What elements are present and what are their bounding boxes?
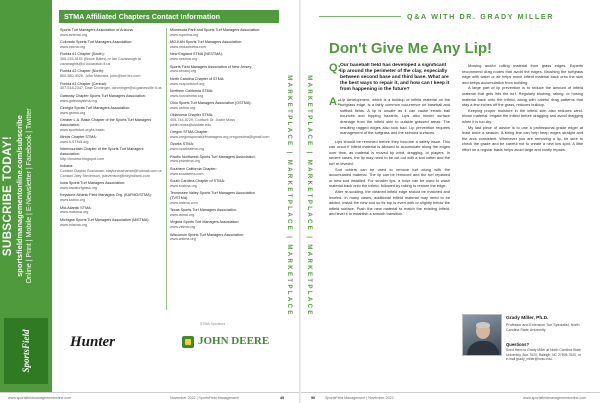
chapter-contact[interactable]: www.ILSTMA.org bbox=[60, 139, 89, 144]
article-paragraph: My last piece of advice is to use a professional grade edger at least twice a season. A string line can help keep edges straight and the arcs consistent. Whenever you are removing a lip, be sure to check the grade and be careful not to create a new low spot. A little effort on a regular basis helps avoid large and costly repairs. bbox=[462, 124, 583, 152]
author-title: Professor and Extension Turf Specialist, North Carolina State University bbox=[506, 323, 580, 332]
stma-chapters-column-1 bbox=[60, 28, 164, 318]
chapter-name: Illinois Chapter STMA: bbox=[60, 135, 97, 140]
stma-section-title: STMA Affiliated Chapters Contact Information bbox=[59, 10, 279, 23]
footer-magazine-issue: SportsField Management | November 2022 bbox=[325, 396, 394, 400]
chapter-entry bbox=[60, 164, 164, 178]
chapter-contact[interactable]: www.cstma.org bbox=[60, 44, 85, 49]
chapter-entry bbox=[170, 191, 274, 205]
chapter-contact[interactable]: 407-518-2347, Dale Croninger, dcroninger@ci.gainesville.fl.us bbox=[60, 86, 162, 91]
right-page-footer bbox=[301, 392, 600, 403]
chapter-entry bbox=[170, 101, 274, 111]
chapter-contact[interactable]: www.nestma.org bbox=[170, 57, 198, 62]
subscribe-url[interactable]: sportsfieldmanagementonline.com/subscribe bbox=[15, 115, 24, 277]
deer-icon bbox=[182, 336, 194, 348]
chapter-name: Iowa Sports Turf Managers Association: bbox=[60, 181, 125, 186]
chapter-entry bbox=[60, 106, 164, 116]
hunter-logo[interactable]: Hunter bbox=[70, 334, 116, 350]
column-2-paragraphs bbox=[462, 63, 583, 153]
chapter-name: Northern California STMA: bbox=[170, 88, 214, 93]
chapter-contact[interactable]: www.iowaturfgrass.org bbox=[60, 186, 98, 191]
chapter-name: Texas Sports Turf Managers Association: bbox=[170, 208, 237, 213]
chapter-name: Minnesota Park and Sports Turf Managers Association: bbox=[170, 28, 260, 32]
article-paragraph: Sod cutters can be used to remove turf along with the accumulated material. The lip can be removed and the turf replaced or new sod installed. For smaller lips, a hose can be used to wash material back onto the infield, followed by raking to restore the edge. bbox=[329, 166, 450, 189]
chapter-contact[interactable]: www.sportsturf.org/la-basin bbox=[60, 127, 105, 132]
chapter-contact[interactable]: 850-580-4026, John Mascaro, john@turf-tec.com bbox=[60, 74, 141, 79]
chapter-name: Florida #2 Chapter (North): bbox=[60, 69, 105, 74]
chapter-name: Michigan Sports Turf Managers Association (MiSTMA): bbox=[60, 217, 150, 222]
chapter-entry bbox=[60, 28, 164, 38]
chapter-contact[interactable]: www.oregonsportsturfmanagers.org oregonstma@gmail.com bbox=[170, 135, 270, 140]
qa-section-title: Q&A WITH DR. GRADY MILLER bbox=[407, 12, 555, 21]
chapter-contact[interactable]: www.mpstma.org bbox=[170, 32, 199, 37]
chapter-name: Mid-Atlantic STMA: bbox=[60, 205, 92, 210]
chapter-entry bbox=[170, 113, 274, 127]
questions-heading: Questions? bbox=[506, 342, 530, 347]
chapter-contact[interactable]: www.mistma.org bbox=[60, 222, 88, 227]
article-paragraph: Mowing and/or rolling material from grass edges. Experts recommend drag routes that avoid the edges. Brushing the turfgrass edge with water or air helps move infield material back onto the skin and keeps accumulation from building. bbox=[462, 63, 583, 85]
chapter-contact[interactable]: www.vstma.org bbox=[170, 225, 195, 230]
chapter-contact[interactable]: www.pnwstma.org bbox=[170, 159, 200, 164]
article-paragraph: Lips should be removed before they become a safety issue. This can occur if infield material is allowed to accumulate along the edges over time, as material is moved by wind, dragging, or players. In severe cases, the lip may need to be cut out with a sod cutter and the turf re-leveled. bbox=[329, 138, 450, 167]
chapter-entry bbox=[170, 28, 274, 38]
chapter-contact[interactable]: www.ozarksstma.org bbox=[170, 147, 205, 152]
chapter-entry bbox=[170, 40, 274, 50]
footer-website-link[interactable]: www.sportsfieldmanagementonline.com bbox=[523, 396, 587, 400]
marketplace-sidebar-right bbox=[304, 0, 314, 392]
chapter-name: South Carolina Chapter of STMA: bbox=[170, 179, 225, 184]
author-photo-hair bbox=[476, 322, 490, 328]
author-photo-shoulders bbox=[467, 341, 499, 356]
article-column-1 bbox=[329, 63, 450, 385]
chapter-entry bbox=[60, 82, 164, 92]
chapter-contact[interactable]: Contact Clayton Buchanan, claytonbuchanan@hotmail.com or Contact Joey Stevenson, jstevenson@indyindians.com bbox=[60, 169, 162, 178]
chapter-contact[interactable]: www.kafmo.org bbox=[60, 198, 86, 203]
question-text: Our baseball field has developed a significant lip around the perimeter of the clay, especially between second base and third base. What are the best ways to repair it, and how can I keep it from happening in the future? bbox=[340, 63, 450, 92]
chapter-contact[interactable]: www.mastma.org bbox=[60, 210, 89, 215]
chapter-name: Florida #3 Chapter (Central): bbox=[60, 81, 107, 86]
chapter-entry bbox=[170, 179, 274, 189]
qa-section-header bbox=[319, 12, 591, 22]
chapter-contact[interactable]: www.gstma.org bbox=[60, 110, 86, 115]
answer-lead bbox=[329, 97, 450, 136]
sponsors-label: STMA Sponsors bbox=[200, 322, 226, 326]
chapter-entry bbox=[170, 142, 274, 152]
chapter-entry bbox=[170, 220, 274, 230]
chapter-entry bbox=[170, 208, 274, 218]
sportsfield-logo bbox=[4, 318, 48, 384]
author-bio bbox=[462, 314, 583, 386]
author-photo bbox=[462, 314, 502, 356]
chapter-name: Intermountain Chapter of the Sports Turf Managers Association: bbox=[60, 147, 144, 157]
chapter-entry bbox=[60, 94, 164, 104]
header-rule bbox=[319, 16, 401, 17]
chapter-name: Oklahoma Chapter STMA: bbox=[170, 113, 214, 118]
chapter-entry bbox=[170, 77, 274, 87]
chapter-name: North Carolina Chapter of STMA: bbox=[170, 76, 225, 81]
column-divider bbox=[166, 28, 167, 310]
chapter-contact[interactable]: www.socalstma.com bbox=[170, 171, 204, 176]
article-paragraph: A large part of lip prevention is to reduce the amount of infield material that gets into the turf. Regularly blowing, raking, or hosing material back onto the infield, along with careful drag patterns that stay a few inches off the grass, reduces buildup. bbox=[462, 85, 583, 108]
chapter-name: Gateway Chapter Sports Turf Managers Association: bbox=[60, 93, 146, 98]
footer-magazine-issue: November 2022 | SportsField Management bbox=[170, 396, 239, 400]
marketplace-label-right: MARKETPLACE | MARKETPLACE | MARKETPLACE bbox=[306, 75, 312, 317]
chapter-name: Sports Turf Managers Association of Arizona: bbox=[60, 28, 134, 32]
chapter-entry bbox=[170, 52, 274, 62]
article-headline: Don't Give Me Any Lip! bbox=[329, 40, 493, 57]
chapter-name: Ozarks STMA: bbox=[170, 142, 194, 147]
chapter-contact[interactable]: http://imstma.blogspot.com bbox=[60, 156, 105, 161]
chapter-entry bbox=[170, 65, 274, 75]
chapter-name: New England STMA (NESTMA): bbox=[170, 52, 223, 57]
chapter-name: Southern California Chapter: bbox=[170, 166, 217, 171]
chapter-entry bbox=[60, 206, 164, 216]
chapter-entry bbox=[60, 52, 164, 66]
chapter-name: Tennessee Valley Sports Turf Managers Association (TVSTMA): bbox=[170, 191, 255, 201]
chapter-contact[interactable]: 305-235-5101 (Bruce Bates) or Ian Cavanaugh at cavanaghis@ci.bocaraton.fl.us bbox=[60, 57, 141, 66]
chapter-entry bbox=[60, 193, 164, 203]
chapter-entry bbox=[170, 155, 274, 165]
chapter-contact[interactable]: www.azstma.org bbox=[60, 32, 88, 37]
article-paragraph: Keeping proper moisture in the infield skin also reduces wind-blown material. Irrigate the infield before dragging and avoid dragging when it is too dry. bbox=[462, 107, 583, 124]
subscribe-heading: SUBSCRIBE TODAY! bbox=[2, 135, 14, 257]
subscribe-channels: Online | Print | Mobile | E-Newsletter | Facebook | Twitter bbox=[26, 108, 33, 284]
chapter-entry bbox=[170, 233, 274, 243]
chapter-name: Florida #1 Chapter (South): bbox=[60, 52, 105, 57]
chapter-name: MO-KAN Sports Turf Managers Association: bbox=[170, 40, 242, 45]
chapter-name: Wisconsin Sports Turf Managers Association: bbox=[170, 232, 244, 237]
chapter-contact[interactable]: www.wstma.org bbox=[170, 237, 196, 242]
answer-mark-label: A: bbox=[329, 95, 341, 108]
article-paragraph: After re-sodding, the cleaned infield edge should be matched and leveled. In many cases, additional infield material may need to be added. Install the new sod so its top is even with or slightly below the infield surface. Push the new material to match the existing infield, and level it to establish a smooth transition. bbox=[329, 189, 450, 217]
sportsfield-logo-text: SportsField bbox=[21, 329, 31, 373]
chapter-contact[interactable]: www.gatewaystma.org bbox=[60, 98, 97, 103]
john-deere-logo[interactable] bbox=[182, 328, 282, 356]
chapter-name: Virginia Sports Turf Managers Association: bbox=[170, 220, 240, 225]
chapter-contact[interactable]: www.ostma.org bbox=[170, 105, 196, 110]
questions-contact[interactable]: Send them to Grady Miller at North Carolina State University, Box 7620, Raleigh, NC 27695-7620, or e-mail grady_miller@ncsu.edu. bbox=[506, 348, 581, 361]
chapter-contact[interactable]: www.mokanstma.com bbox=[170, 44, 206, 49]
stma-chapters-column-2 bbox=[170, 28, 274, 318]
chapter-name: Colorado Sports Turf Managers Association: bbox=[60, 40, 133, 45]
chapter-name: Ohio Sports Turf Managers Association (OSTMA): bbox=[170, 101, 252, 106]
chapter-entry bbox=[60, 69, 164, 79]
chapter-contact[interactable]: www.tstma.org bbox=[170, 213, 195, 218]
footer-website-link[interactable]: www.sportsfieldmanagementonline.com bbox=[8, 396, 72, 400]
chapter-name: Georgia Sports Turf Managers Association: bbox=[60, 105, 131, 110]
chapter-entry bbox=[170, 167, 274, 177]
chapter-contact[interactable]: 405-744-5729; Contact: Dr. Justin Moss justin.moss@okstate.edu bbox=[170, 118, 235, 127]
author-name: Grady Miller, Ph.D. bbox=[506, 316, 549, 321]
chapter-entry bbox=[170, 130, 274, 140]
marketplace-label-left: MARKETPLACE | MARKETPLACE | MARKETPLACE bbox=[286, 75, 292, 317]
answer-lead-text: Lip development, which is a buildup of infield material on the turfgrass edge, is a fairly common occurrence on baseball and softball fields. A lip is unsafe as it can cause erratic ball bounces and tripping hazards. Lips also hinder surface drainage from the infield skin to outside grassed areas. The resulting ragged edges also look bad. Lip prevention requires management of the turfgrass and the skinned surfaces. bbox=[340, 96, 450, 136]
right-page bbox=[301, 0, 600, 403]
left-page-footer bbox=[0, 392, 300, 403]
chapter-name: Greater L.A. Basin Chapter of the Sports Turf Managers Association: bbox=[60, 118, 152, 127]
chapter-name: Sports Field Managers Association of New Jersey: bbox=[170, 64, 253, 69]
reader-question bbox=[329, 63, 450, 93]
chapter-name: Keystone Athletic Field Managers Org. (KAFMO/STMA): bbox=[60, 193, 152, 198]
chapter-contact[interactable]: www.scstma.org bbox=[170, 183, 197, 188]
footer-page-number: 49 bbox=[280, 396, 284, 400]
chapter-entry bbox=[60, 118, 164, 132]
chapter-entry bbox=[60, 40, 164, 50]
question-mark-label: Q: bbox=[329, 63, 342, 74]
chapter-entry bbox=[170, 89, 274, 99]
footer-page-number: 50 bbox=[311, 396, 315, 400]
column-1-paragraphs bbox=[329, 139, 450, 217]
chapter-entry bbox=[60, 147, 164, 161]
chapter-contact[interactable]: www.sfmanj.org bbox=[170, 69, 197, 74]
chapter-contact[interactable]: www.ncsportsturf.org bbox=[170, 81, 205, 86]
chapter-contact[interactable]: www.norcalstma.org bbox=[170, 93, 204, 98]
john-deere-wordmark: JOHN DEERE bbox=[198, 335, 270, 347]
chapter-contact[interactable]: www.tvstma.com bbox=[170, 200, 198, 205]
chapter-name: Oregon STMA Chapter: bbox=[170, 130, 209, 135]
chapter-entry bbox=[60, 218, 164, 228]
chapter-entry bbox=[60, 135, 164, 145]
marketplace-sidebar-left bbox=[284, 0, 294, 392]
subscribe-strip[interactable] bbox=[0, 0, 52, 392]
chapter-entry bbox=[60, 181, 164, 191]
chapter-name: Pacific Northwest Sports Turf Managers Association: bbox=[170, 154, 256, 159]
chapter-name: Indiana: bbox=[60, 164, 74, 169]
